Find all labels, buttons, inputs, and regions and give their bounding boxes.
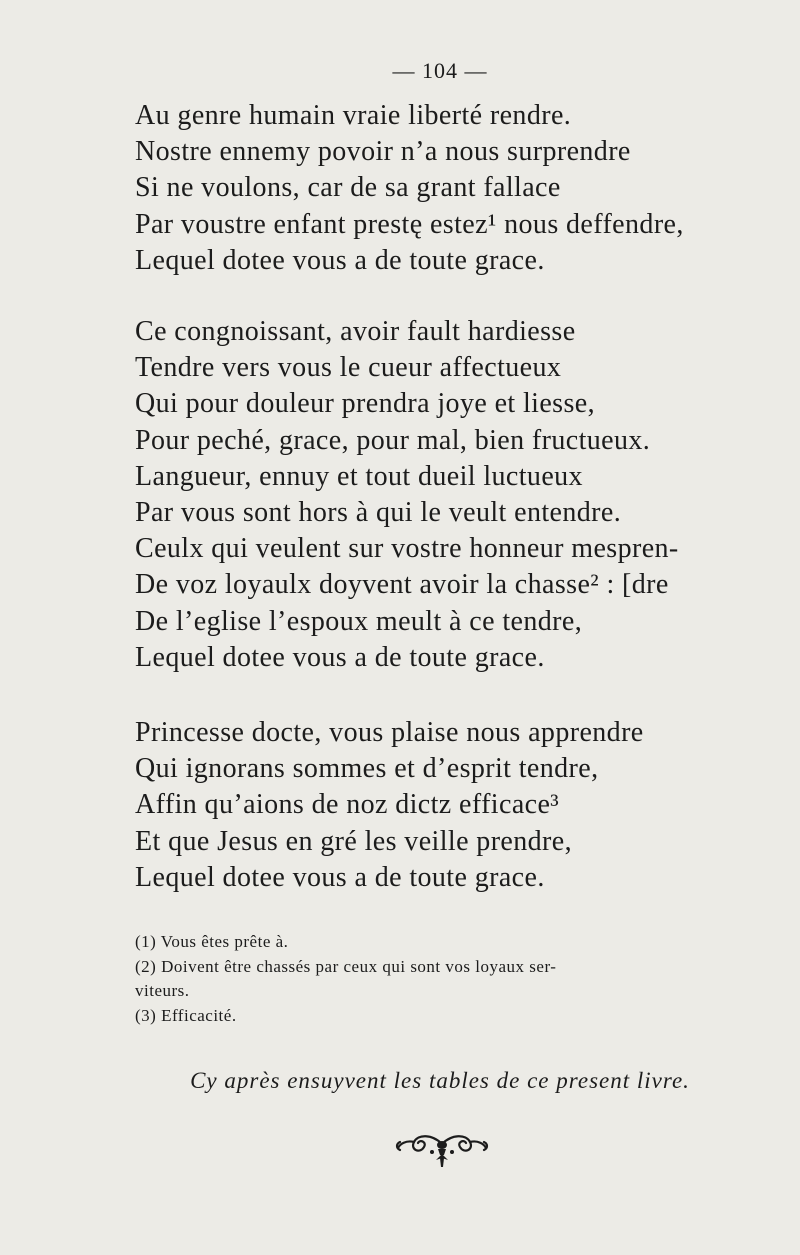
stanza-2 <box>135 314 679 676</box>
verse-line: Et que Jesus en gré les veille prendre, <box>135 825 573 857</box>
verse-line: De voz loyaulx doyvent avoir la chasse² : [dre <box>135 569 669 601</box>
verse-line: Affin qu’aions de noz dictz efficace³ <box>135 789 560 821</box>
verse-line: Ceulx qui veulent sur vostre honneur mespren- <box>135 533 679 565</box>
stanza-1 <box>135 98 684 279</box>
fleuron-ornament-icon <box>392 1130 492 1175</box>
verse-line: Princesse docte, vous plaise nous apprendre <box>135 717 644 748</box>
footnote-2-continued: viteurs. <box>135 981 190 1000</box>
verse-line: Pour peché, grace, pour mal, bien fructueux. <box>135 424 651 456</box>
verse-line: Tendre vers vous le cueur affectueux <box>135 352 562 384</box>
verse-line: Au genre humain vraie liberté rendre. <box>135 100 572 131</box>
verse-line: Si ne voulons, car de sa grant fallace <box>135 172 561 204</box>
verse-line: Par vous sont hors à qui le veult entendre. <box>135 497 622 529</box>
verse-line: Qui ignorans sommes et d’esprit tendre, <box>135 753 599 785</box>
verse-line: Langueur, ennuy et tout dueil luctueux <box>135 460 583 492</box>
stanza-envoi <box>135 715 644 896</box>
footnote-3: (3) Efficacité. <box>135 1005 237 1025</box>
footnote-2: (2) Doivent être chassés par ceux qui sont vos loyaux ser- <box>135 956 557 976</box>
verse-line: Lequel dotee vous a de toute grace. <box>135 861 545 893</box>
verse-line: Lequel dotee vous a de toute grace. <box>135 244 545 276</box>
page-number: — 104 — <box>392 58 488 83</box>
colophon: Cy après ensuyvent les tables de ce present livre. <box>190 1068 690 1093</box>
footnotes <box>135 930 750 1028</box>
verse-line: Ce congnoissant, avoir fault hardiesse <box>135 316 576 347</box>
verse-line: Lequel dotee vous a de toute grace. <box>135 641 545 673</box>
verse-line: Qui pour douleur prendra joye et liesse, <box>135 388 595 420</box>
verse-line: Nostre ennemy povoir n’a nous surprendre <box>135 136 631 168</box>
footnote-1: (1) Vous êtes prête à. <box>135 932 289 951</box>
verse-line: De l’eglise l’espoux meult à ce tendre, <box>135 605 583 637</box>
verse-line: Par voustre enfant prestę estez¹ nous deffendre, <box>135 208 684 240</box>
